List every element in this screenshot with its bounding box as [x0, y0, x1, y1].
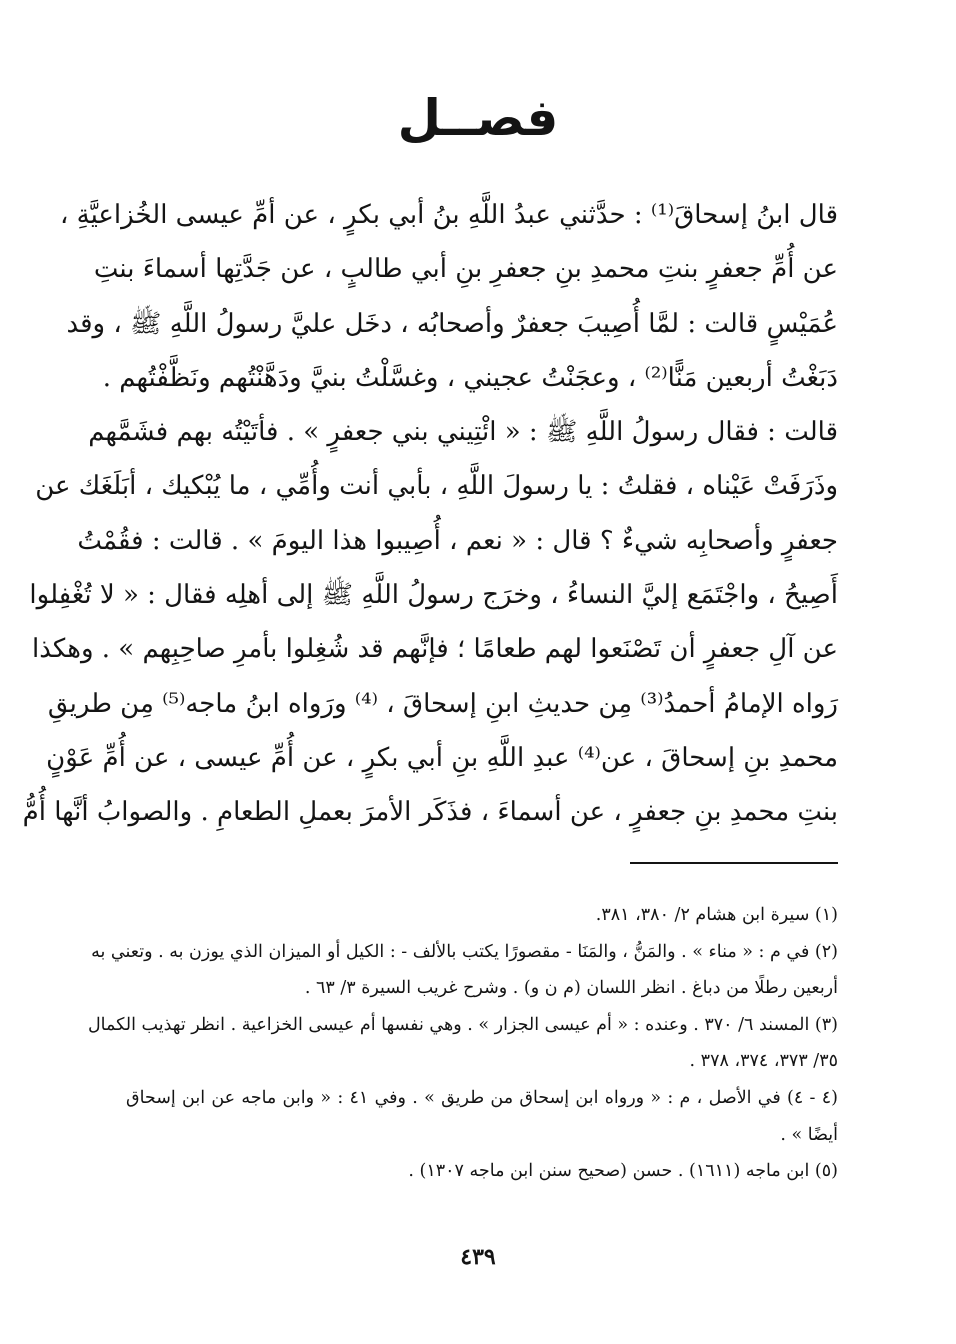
footnote-line: أيضًا » . — [780, 1124, 838, 1145]
section-title: فصــل — [397, 89, 559, 147]
footnote-line: (٣) المسند ٦/ ٣٧٠ . وعنده : « أم عيسى الجزار » . وهي نفسها أم عيسى الخزاعية . انظر تهذيب الكمال — [87, 1014, 838, 1035]
text-line: دَبَغْتُ أربعين مَنًّا⁽²⁾ ، وعجَنْتُ عجيني ، وغسَّلْتُ بنيَّ ودَهَّنْتُهم ونَظَّفْتُهم . — [102, 362, 838, 393]
page-number: ٤٣٩ — [460, 1244, 496, 1270]
main-text — [22, 188, 838, 840]
text-line: عن آلِ جعفرٍ أن تَصْنَعوا لهم طعامًا ؛ فإنَّهم قد شُغِلوا بأمرِ صاحِبِهم » . وهكذا — [32, 634, 838, 665]
footnote-line: أربعين رطلًا من دباغ . انظر اللسان (م ن و) . وشرح غريب السيرة ٣/ ٦٣ . — [304, 978, 838, 999]
text-line: أَصِيحُ ، واجْتَمَع إليَّ النساءُ ، وخرَج رسولُ اللَّهِ ﷺ إلى أهلِه فقال : « لا تُغْفِلوا — [29, 580, 838, 611]
footnote-line: ٣٥/ ٣٧٣، ٣٧٤، ٣٧٨ . — [689, 1051, 838, 1072]
footnotes — [87, 897, 838, 1190]
text-line: عُمَيْسٍ قالت : لمَّا أُصِيبَ جعفرٌ وأصحابُه ، دخَل عليَّ رسولُ اللَّهِ ﷺ ، وقد — [66, 308, 838, 339]
text-line: قالت : فقال رسولُ اللَّهِ ﷺ : « ائْتِيني بني جعفرٍ » . فأتَيْتُه بهم فشَمَّهم — [88, 417, 838, 448]
text-line: قال ابنُ إسحاقَ⁽¹⁾ : حدَّثني عبدُ اللَّهِ بنُ أبي بكرٍ ، عن أمِّ عيسى الخُزاعيَّةِ ، — [59, 200, 838, 230]
footnote-line: (١) سيرة ابن هشام ٢/ ٣٨٠، ٣٨١. — [595, 905, 838, 925]
footnote-line: (٤ - ٤) في الأصل ، م : « ورواه ابن إسحاق من طريق » . وفي ٤١ : « وابن ماجه عن ابن إسحاق — [126, 1087, 838, 1108]
text-line: بنتِ محمدِ بنِ جعفرٍ ، عن أسماءَ ، فذَكَر الأمرَ بعملِ الطعامِ . والصوابُ أنَّها أُمُّ — [22, 797, 838, 828]
footnote-line: (٢) في م : « مناء » . والمَنُّ ، والمَنَا - مقصورًا يكتب بالألف - : الكيل أو الميزان الذي يوزن به . وتعني به — [91, 941, 838, 962]
footnote-line: (٥) ابن ماجه (١٦١١) . حسن (صحيح سنن ابن ماجه ١٣٠٧) . — [408, 1161, 838, 1182]
text-line: عن أُمِّ جعفرٍ بنتِ محمدِ بنِ جعفرِ بنِ أبي طالبٍ ، عن جَدَّتِها أسماءَ بنتِ — [93, 254, 838, 285]
text-line: رَواه الإمامُ أحمدُ⁽³⁾ مِن حديثِ ابنِ إسحاقَ ، ⁽⁴⁾ ورَواه ابنُ ماجه⁽⁵⁾ مِن طريقِ — [47, 688, 838, 719]
text-line: وذَرَفَتْ عَيْناه ، فقلتُ : يا رسولَ اللَّهِ ، بأبي أنت وأُمِّي ، ما يُبْكيك ، أبَلَغَك عن — [35, 471, 838, 502]
text-line: جعفرٍ وأصحابِه شيءٌ ؟ قال : « نعم ، أُصِيبوا هذا اليومَ » . قالت : فقُمْتُ — [77, 525, 838, 556]
text-line: محمدِ بنِ إسحاقَ ، عن⁽⁴⁾ عبدِ اللَّهِ بنِ أبي بكرٍ ، عن أُمِّ عيسى ، عن أُمِّ عَوْنٍ — [46, 742, 838, 773]
footnote-separator — [630, 862, 838, 864]
